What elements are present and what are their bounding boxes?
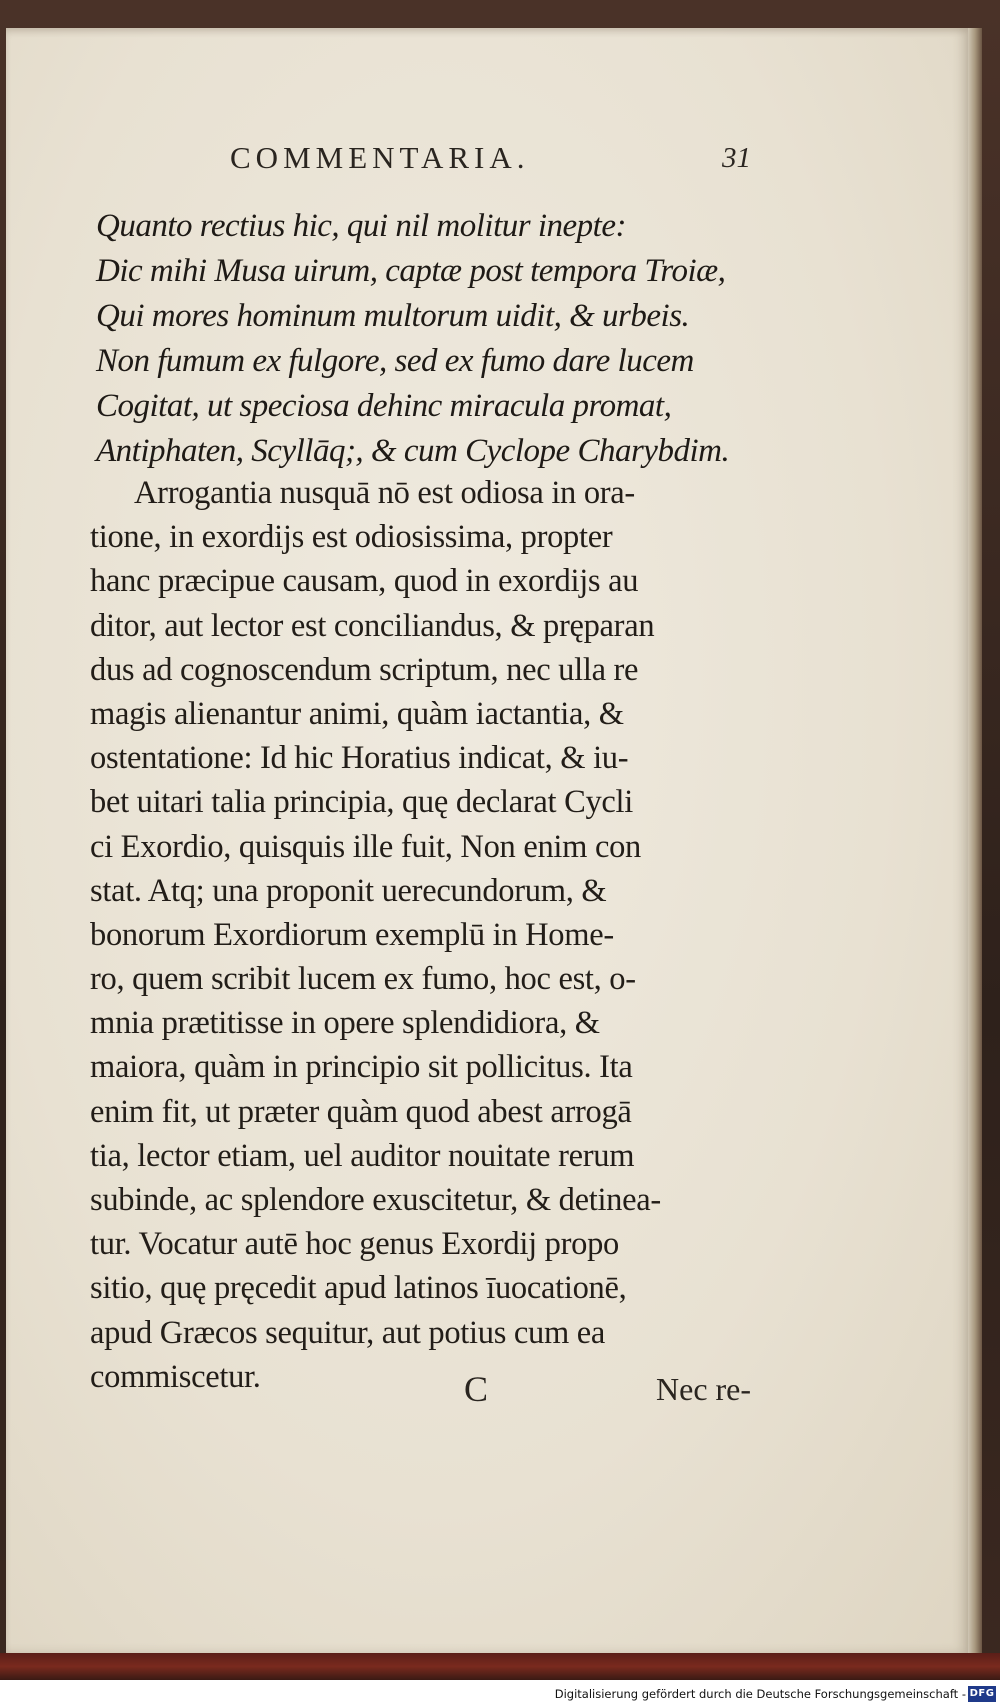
prose-line: stat. Atq; una proponit uerecundorum, & [90,872,607,909]
prose-line: ci Exordio, quisquis ille fuit, Non enim con [90,828,641,865]
book-cover-edge [0,1653,1000,1680]
prose-line: ditor, aut lector est conciliandus, & pręparan [90,607,655,644]
verse-line: Antiphaten, Scyllāq;, & cum Cyclope Charybdim. [96,433,730,469]
funding-credit: Digitalisierung gefördert durch die Deutsche Forschungsgemeinschaft - [554,1687,966,1701]
prose-line: subinde, ac splendore exuscitetur, & detinea- [90,1182,661,1218]
catchword: Nec re- [656,1371,752,1407]
prose-line: sitio, quę pręcedit apud latinos īuocationē, [90,1270,627,1307]
prose-line: tia, lector etiam, uel auditor nouitate rerum [90,1137,635,1174]
verse-line: Quanto rectius hic, qui nil molitur inepte: [96,208,626,244]
prose-line: commiscetur. [90,1358,261,1395]
page-edge [968,28,982,1653]
prose-line: mnia prætitisse in opere splendidiora, & [90,1005,600,1042]
prose-line: bet uitari talia principia, quę declarat Cycli [90,784,633,821]
verse-line: Qui mores hominum multorum uidit, & urbeis. [96,298,690,334]
prose-line: tur. Vocatur autē hoc genus Exordij propo [90,1226,619,1263]
signature-mark: C [464,1369,489,1409]
verse-quotation [96,204,796,474]
prose-line: magis alienantur animi, quàm iactantia, & [90,695,624,732]
verse-line: Cogitat, ut speciosa dehinc miracula promat, [96,388,672,424]
prose-line: apud Græcos sequitur, aut potius cum ea [90,1314,606,1351]
digitization-footer [0,1683,1000,1707]
book-page [6,28,968,1653]
dfg-logo-icon: DFG [968,1686,996,1702]
page-header [6,140,968,190]
verse-line: Dic mihi Musa uirum, captæ post tempora Troiæ, [96,253,726,289]
verse-line: Non fumum ex fulgore, sed ex fumo dare lucem [96,343,694,379]
prose-line: dus ad cognoscendum scriptum, nec ulla re [90,651,639,688]
running-title: COMMENTARIA. [230,140,530,175]
page-number: 31 [722,142,751,174]
prose-line: hanc præcipue causam, quod in exordijs au [90,563,639,600]
prose-line: maiora, quàm in principio sit pollicitus. Ita [90,1049,633,1086]
prose-line: Arrogantia nusquā nō est odiosa in ora- [134,475,635,511]
commentary-paragraph [90,471,770,1399]
prose-line: bonorum Exordiorum exemplū in Home- [90,916,614,953]
prose-line: ostentatione: Id hic Horatius indicat, & iu- [90,740,629,777]
prose-line: ro, quem scribit lucem ex fumo, hoc est, o- [90,961,636,998]
prose-line: enim fit, ut præter quàm quod abest arrogā [90,1093,632,1130]
prose-line: tione, in exordijs est odiosissima, propter [90,519,613,556]
